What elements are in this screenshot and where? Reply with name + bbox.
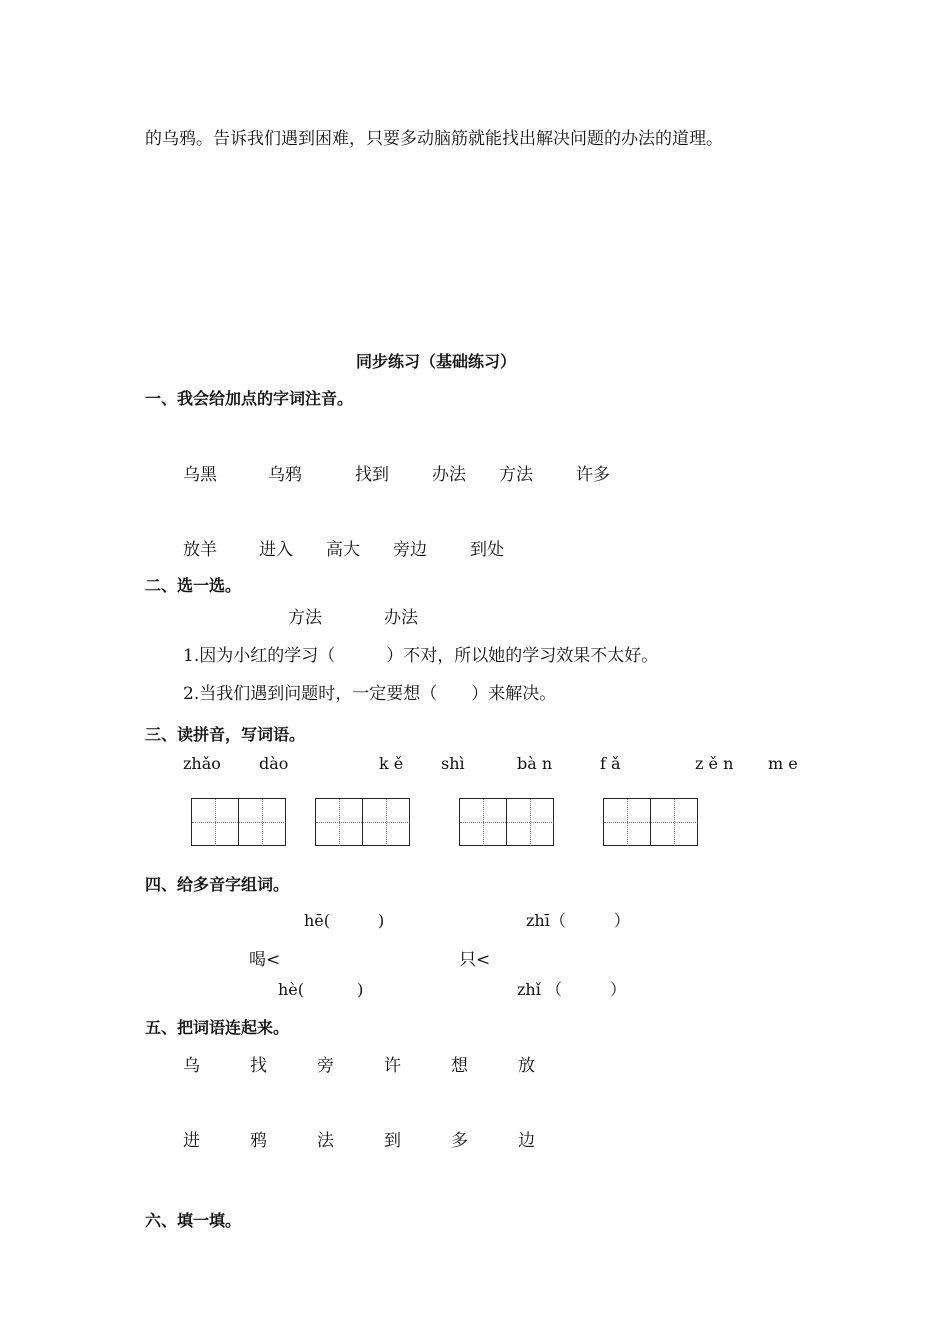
section-5-heading: 五、把词语连起来。 bbox=[145, 1018, 290, 1037]
s1-word: 方法 bbox=[499, 465, 533, 485]
writing-cell[interactable] bbox=[507, 799, 554, 846]
section-2-heading: 二、选一选。 bbox=[145, 576, 242, 595]
s2-option: 办法 bbox=[384, 608, 418, 628]
zhi-character: 只< bbox=[459, 950, 491, 970]
s3-pinyin: m e bbox=[768, 754, 798, 773]
s1-word: 找到 bbox=[355, 465, 389, 485]
zhi1-blank[interactable]: zhī（ ） bbox=[526, 911, 630, 930]
s1-word: 许多 bbox=[576, 465, 610, 485]
match-bottom-char[interactable]: 法 bbox=[317, 1131, 334, 1151]
s1-word: 高大 bbox=[326, 540, 360, 560]
writing-cell[interactable] bbox=[604, 799, 651, 846]
match-top-char[interactable]: 许 bbox=[384, 1056, 401, 1076]
he2-blank[interactable]: hè( ) bbox=[278, 980, 364, 999]
s3-pinyin: dào bbox=[259, 754, 289, 773]
writing-cell[interactable] bbox=[363, 799, 410, 846]
he1-blank[interactable]: hē( ) bbox=[304, 911, 385, 930]
s3-pinyin: bà n bbox=[517, 754, 553, 773]
writing-grid[interactable] bbox=[603, 798, 698, 846]
section-3-heading: 三、读拼音，写词语。 bbox=[145, 725, 306, 744]
s2-question-1: 1.因为小红的学习（ ）不对，所以她的学习效果不太好。 bbox=[183, 646, 659, 666]
match-top-char[interactable]: 放 bbox=[518, 1056, 535, 1076]
s3-pinyin: k ě bbox=[379, 754, 404, 773]
writing-cell[interactable] bbox=[239, 799, 286, 846]
writing-cell[interactable] bbox=[192, 799, 239, 846]
s1-word: 到处 bbox=[470, 540, 504, 560]
s3-pinyin: f ǎ bbox=[600, 754, 621, 773]
match-top-char[interactable]: 乌 bbox=[183, 1056, 200, 1076]
writing-cell[interactable] bbox=[651, 799, 698, 846]
section-6-heading: 六、填一填。 bbox=[145, 1211, 242, 1230]
writing-cell[interactable] bbox=[460, 799, 507, 846]
intro-paragraph-tail: 的乌鸦。告诉我们遇到困难，只要多动脑筋就能找出解决问题的办法的道理。 bbox=[145, 129, 723, 149]
writing-grid[interactable] bbox=[315, 798, 410, 846]
s1-word: 办法 bbox=[432, 465, 466, 485]
s1-word: 放羊 bbox=[183, 540, 217, 560]
s3-pinyin: z ě n bbox=[695, 754, 734, 773]
section-4-heading: 四、给多音字组词。 bbox=[145, 875, 290, 894]
match-top-char[interactable]: 旁 bbox=[317, 1056, 334, 1076]
s1-word: 进入 bbox=[259, 540, 293, 560]
writing-grid[interactable] bbox=[191, 798, 286, 846]
zhi2-blank[interactable]: zhǐ （ ） bbox=[517, 980, 626, 999]
writing-grid[interactable] bbox=[459, 798, 554, 846]
s1-word: 乌鸦 bbox=[268, 465, 302, 485]
s3-pinyin: shì bbox=[441, 754, 465, 773]
match-bottom-char[interactable]: 鸦 bbox=[250, 1131, 267, 1151]
s2-option: 方法 bbox=[288, 608, 322, 628]
s1-word: 旁边 bbox=[393, 540, 427, 560]
exercise-title: 同步练习（基础练习） bbox=[356, 352, 517, 371]
match-bottom-char[interactable]: 进 bbox=[183, 1131, 200, 1151]
s3-pinyin: zhǎo bbox=[183, 754, 221, 773]
he-character: 喝< bbox=[249, 950, 281, 970]
s2-question-2: 2.当我们遇到问题时，一定要想（ ）来解决。 bbox=[183, 684, 557, 704]
match-bottom-char[interactable]: 边 bbox=[518, 1131, 535, 1151]
match-bottom-char[interactable]: 多 bbox=[451, 1131, 468, 1151]
s1-word: 乌黑 bbox=[183, 465, 217, 485]
section-1-heading: 一、我会给加点的字词注音。 bbox=[145, 389, 354, 408]
match-top-char[interactable]: 找 bbox=[250, 1056, 267, 1076]
match-bottom-char[interactable]: 到 bbox=[384, 1131, 401, 1151]
writing-cell[interactable] bbox=[316, 799, 363, 846]
match-top-char[interactable]: 想 bbox=[451, 1056, 468, 1076]
